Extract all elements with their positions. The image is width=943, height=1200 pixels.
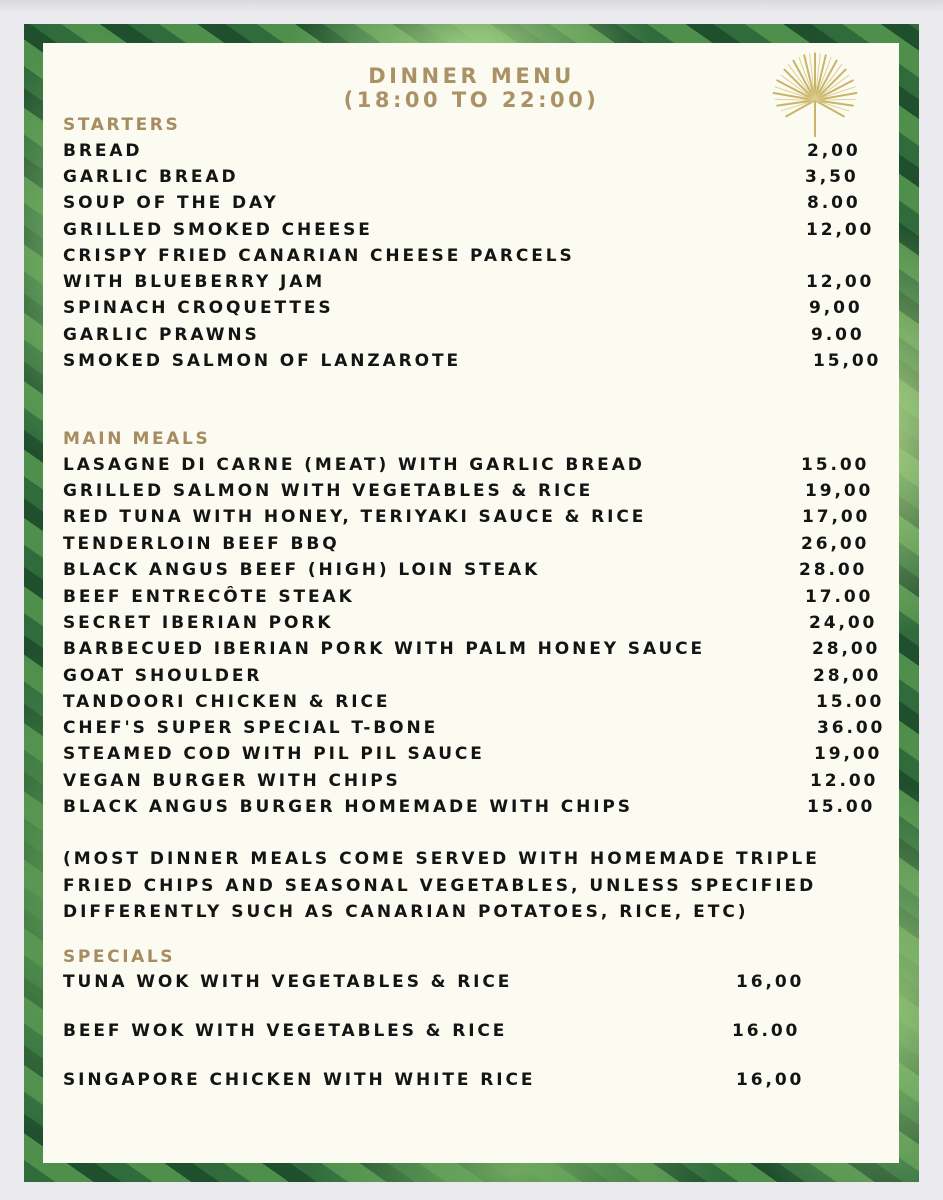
item-name: GOAT SHOULDER (63, 666, 263, 686)
item-price: 12,00 (806, 272, 875, 292)
item-price: 36.00 (817, 718, 886, 738)
menu-item (63, 972, 943, 994)
item-name: SECRET IBERIAN PORK (63, 613, 334, 633)
item-name: GARLIC PRAWNS (63, 325, 260, 345)
item-name: BEEF ENTRECÔTE STEAK (63, 587, 355, 607)
serving-note-line: DIFFERENTLY SUCH AS CANARIAN POTATOES, RICE, ETC) (63, 902, 749, 922)
item-name: TUNA WOK WITH VEGETABLES & RICE (63, 972, 513, 992)
section-heading-specials: SPECIALS (63, 947, 176, 967)
menu-item (63, 246, 943, 268)
item-price: 12,00 (806, 220, 875, 240)
item-name: CRISPY FRIED CANARIAN CHEESE PARCELS (63, 246, 575, 266)
item-price: 15.00 (807, 797, 876, 817)
menu-item (63, 744, 943, 766)
item-name: BARBECUED IBERIAN PORK WITH PALM HONEY SAUCE (63, 639, 706, 659)
menu-item (63, 613, 943, 635)
menu-item (63, 692, 943, 714)
item-name: TENDERLOIN BEEF BBQ (63, 534, 340, 554)
item-price: 8.00 (807, 193, 861, 213)
item-price: 28.00 (799, 560, 868, 580)
item-price: 17.00 (805, 587, 874, 607)
menu-item (63, 455, 943, 477)
menu-item (63, 325, 943, 347)
menu-item (63, 639, 943, 661)
item-price: 12.00 (810, 771, 879, 791)
item-name: CHEF'S SUPER SPECIAL T-BONE (63, 718, 439, 738)
item-name: SPINACH CROQUETTES (63, 298, 334, 318)
menu-item (63, 507, 943, 529)
item-name: LASAGNE DI CARNE (MEAT) WITH GARLIC BREAD (63, 455, 645, 475)
item-name: TANDOORI CHICKEN & RICE (63, 692, 391, 712)
menu-item (63, 481, 943, 503)
item-price: 2,00 (807, 141, 861, 161)
item-name: WITH BLUEBERRY JAM (63, 272, 326, 292)
item-name: BLACK ANGUS BURGER HOMEMADE WITH CHIPS (63, 797, 633, 817)
menu-item (63, 298, 943, 320)
item-price: 16,00 (736, 972, 805, 992)
menu-item (63, 1070, 943, 1092)
item-name: VEGAN BURGER WITH CHIPS (63, 771, 401, 791)
menu-item (63, 771, 943, 793)
menu-item (63, 220, 943, 242)
menu-item (63, 193, 943, 215)
menu-item (63, 718, 943, 740)
item-price: 17,00 (802, 507, 871, 527)
item-name: SOUP OF THE DAY (63, 193, 279, 213)
menu-title: DINNER MENU (368, 64, 575, 88)
item-name: BLACK ANGUS BEEF (HIGH) LOIN STEAK (63, 560, 541, 580)
item-name: SINGAPORE CHICKEN WITH WHITE RICE (63, 1070, 536, 1090)
item-price: 9.00 (811, 325, 865, 345)
menu-item (63, 1021, 943, 1043)
item-name: GARLIC BREAD (63, 167, 239, 187)
menu-item (63, 272, 943, 294)
section-heading-starters: STARTERS (63, 115, 181, 135)
menu-item (63, 560, 943, 582)
top-strip (0, 0, 943, 14)
menu-item (63, 167, 943, 189)
menu-item (63, 351, 943, 373)
item-price: 3,50 (805, 167, 859, 187)
item-price: 19,00 (814, 744, 883, 764)
item-name: GRILLED SALMON WITH VEGETABLES & RICE (63, 481, 594, 501)
serving-note-line: (MOST DINNER MEALS COME SERVED WITH HOMEMADE TRIPLE (63, 849, 820, 869)
section-heading-main-meals: MAIN MEALS (63, 429, 211, 449)
item-name: STEAMED COD WITH PIL PIL SAUCE (63, 744, 485, 764)
menu-item (63, 141, 943, 163)
item-price: 16,00 (736, 1070, 805, 1090)
item-price: 15.00 (816, 692, 885, 712)
menu-item (63, 666, 943, 688)
menu-item (63, 534, 943, 556)
item-price: 15,00 (813, 351, 882, 371)
item-name: SMOKED SALMON OF LANZAROTE (63, 351, 462, 371)
menu-item (63, 587, 943, 609)
item-price: 26,00 (801, 534, 870, 554)
menu-item (63, 797, 943, 819)
item-price: 16.00 (732, 1021, 801, 1041)
item-name: GRILLED SMOKED CHEESE (63, 220, 373, 240)
item-name: BEEF WOK WITH VEGETABLES & RICE (63, 1021, 508, 1041)
serving-note-line: FRIED CHIPS AND SEASONAL VEGETABLES, UNLESS SPECIFIED (63, 875, 817, 896)
item-price: 24,00 (809, 613, 878, 633)
item-name: RED TUNA WITH HONEY, TERIYAKI SAUCE & RICE (63, 507, 647, 527)
item-price: 15.00 (801, 455, 870, 475)
item-price: 19,00 (805, 481, 874, 501)
item-price: 28,00 (812, 639, 881, 659)
menu-hours: (18:00 TO 22:00) (343, 88, 600, 112)
item-price: 9,00 (809, 298, 863, 318)
item-price: 28,00 (813, 666, 882, 686)
item-name: BREAD (63, 141, 143, 161)
serving-note (63, 846, 893, 926)
